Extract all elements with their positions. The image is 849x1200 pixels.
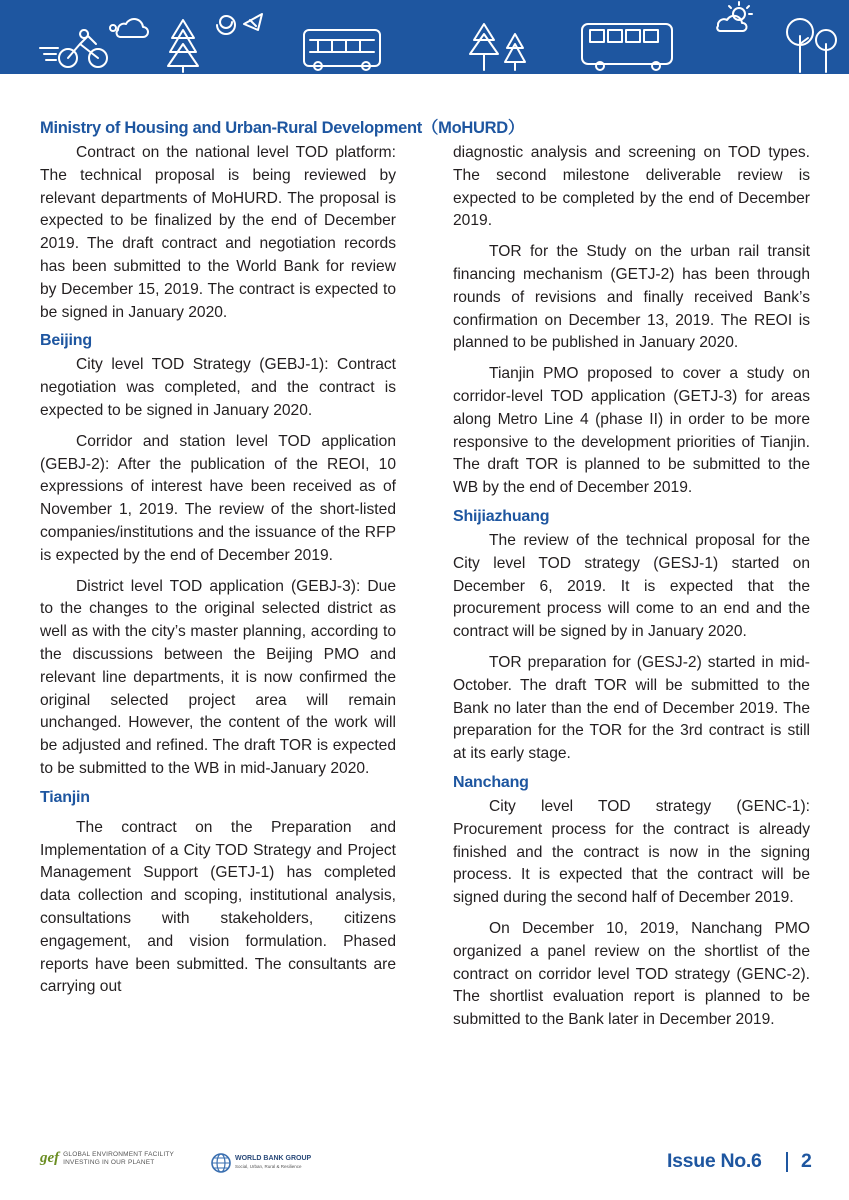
gef-tagline: INVESTING IN OUR PLANET bbox=[63, 1158, 155, 1166]
section-heading-mohurd: Ministry of Housing and Urban-Rural Development（MoHURD） bbox=[40, 119, 525, 137]
section-heading-shijiazhuang: Shijiazhuang bbox=[453, 507, 550, 525]
plane-icon bbox=[244, 14, 262, 30]
divider bbox=[786, 1152, 788, 1172]
wbg-name: WORLD BANK GROUP bbox=[235, 1155, 312, 1162]
gef-name: GLOBAL ENVIRONMENT FACILITY bbox=[63, 1150, 175, 1158]
bus-icon bbox=[304, 30, 380, 70]
paragraph: City level TOD strategy (GENC-1): Procurement process for the contract is already finished and the contract is now in the signing process. It is expected that the contract will be signed during the second half of December 2019. bbox=[453, 797, 810, 907]
wbg-unit: Social, Urban, Rural & Resilience bbox=[235, 1164, 302, 1169]
section-heading-nanchang: Nanchang bbox=[453, 773, 529, 791]
section-heading-beijing: Beijing bbox=[40, 332, 92, 350]
section-heading-tianjin: Tianjin bbox=[40, 788, 90, 806]
paragraph: TOR preparation for (GESJ-2) started in mid-October. The draft TOR will be submitted to the Bank no later than the end of December 2019. The preparation for the TOR for the 3rd contract is still at its early stage. bbox=[453, 653, 810, 763]
page-number: 2 bbox=[801, 1150, 812, 1172]
page-footer bbox=[0, 1140, 849, 1190]
tree-icon bbox=[787, 19, 836, 72]
issue-number: Issue No.6 bbox=[667, 1150, 762, 1172]
paragraph: The review of the technical proposal for the City level TOD strategy (GESJ-1) started on December 6, 2019. It is expected that the procurement process will come to an end and the contract will be signed by in January 2020. bbox=[453, 531, 810, 641]
paragraph: The contract on the Preparation and Implementation of a City TOD Strategy and Project Management Support (GETJ-1) has completed data collection and scoping, institutional analysis, consultations with stakeholders, citizens engagement, and vision formulation. Phased reports have been submitted. The consultants are carrying out bbox=[40, 818, 396, 996]
paragraph: Contract on the national level TOD platform: The technical proposal is being reviewed by relevant departments of MoHURD. The proposal is expected to be finalized by the end of December 2019. The draft contract and negotiation records has been submitted to the World Bank for review by December 15, 2019. The contract is expected to be signed in January 2020. bbox=[40, 144, 396, 321]
cyclist-icon bbox=[40, 30, 107, 67]
bus-icon bbox=[582, 24, 672, 70]
paragraph: TOR for the Study on the urban rail transit financing mechanism (GETJ-2) has been through rounds of revisions and finally received Bank’s confirmation on December 13, 2019. The REOI is planned to be published in January 2020. bbox=[453, 243, 810, 352]
paragraph: diagnostic analysis and screening on TOD types. The second milestone deliverable review is expected to be completed by the end of December 2019. bbox=[453, 144, 810, 230]
tree-icon bbox=[168, 20, 198, 72]
paragraph: District level TOD application (GEBJ-3): Due to the changes to the original selected district as well as with the city’s master planning, according to the discussions between the Beijing PMO and relevant line departments, it is now confirmed the original selected project area will remain unchanged. However, the content of the work will be adjusted and refined. The draft TOR is expected to be submitted to the WB in mid-January 2020. bbox=[40, 577, 396, 777]
globe-icon bbox=[211, 1153, 231, 1173]
tree-icon bbox=[470, 24, 525, 70]
swirl-icon bbox=[217, 16, 235, 34]
header-banner bbox=[0, 0, 849, 74]
sun-cloud-icon bbox=[717, 2, 752, 31]
paragraph: On December 10, 2019, Nanchang PMO organized a panel review on the shortlist of the contract on corridor level TOD strategy (GENC-2). The shortlist evaluation report is planned to be submitted to the Bank later in December 2019. bbox=[453, 919, 810, 1029]
paragraph: City level TOD Strategy (GEBJ-1): Contract negotiation was completed, and the contract is expected to be signed in January 2020. bbox=[40, 356, 396, 419]
paragraph: Corridor and station level TOD application (GEBJ-2): After the publication of the REOI, 10 expressions of interest have been received as of November 1, 2019. The review of the short-listed companies/institutions and the issuance of the RFP is expected by the end of December 2019. bbox=[40, 432, 396, 564]
world-bank-logo bbox=[211, 1153, 311, 1173]
paragraph: Tianjin PMO proposed to cover a study on corridor-level TOD application (GETJ-3) for areas along Metro Line 4 (phase II) in order to be more responsive to the development priorities of Tianjin. The draft TOR is planned to be submitted to the WB by the end of December 2019. bbox=[453, 365, 810, 497]
cloud-icon bbox=[110, 19, 148, 37]
right-column bbox=[453, 142, 810, 1040]
left-column bbox=[40, 142, 396, 1007]
gef-mark: gef bbox=[40, 1150, 60, 1166]
gef-logo bbox=[40, 1150, 174, 1167]
